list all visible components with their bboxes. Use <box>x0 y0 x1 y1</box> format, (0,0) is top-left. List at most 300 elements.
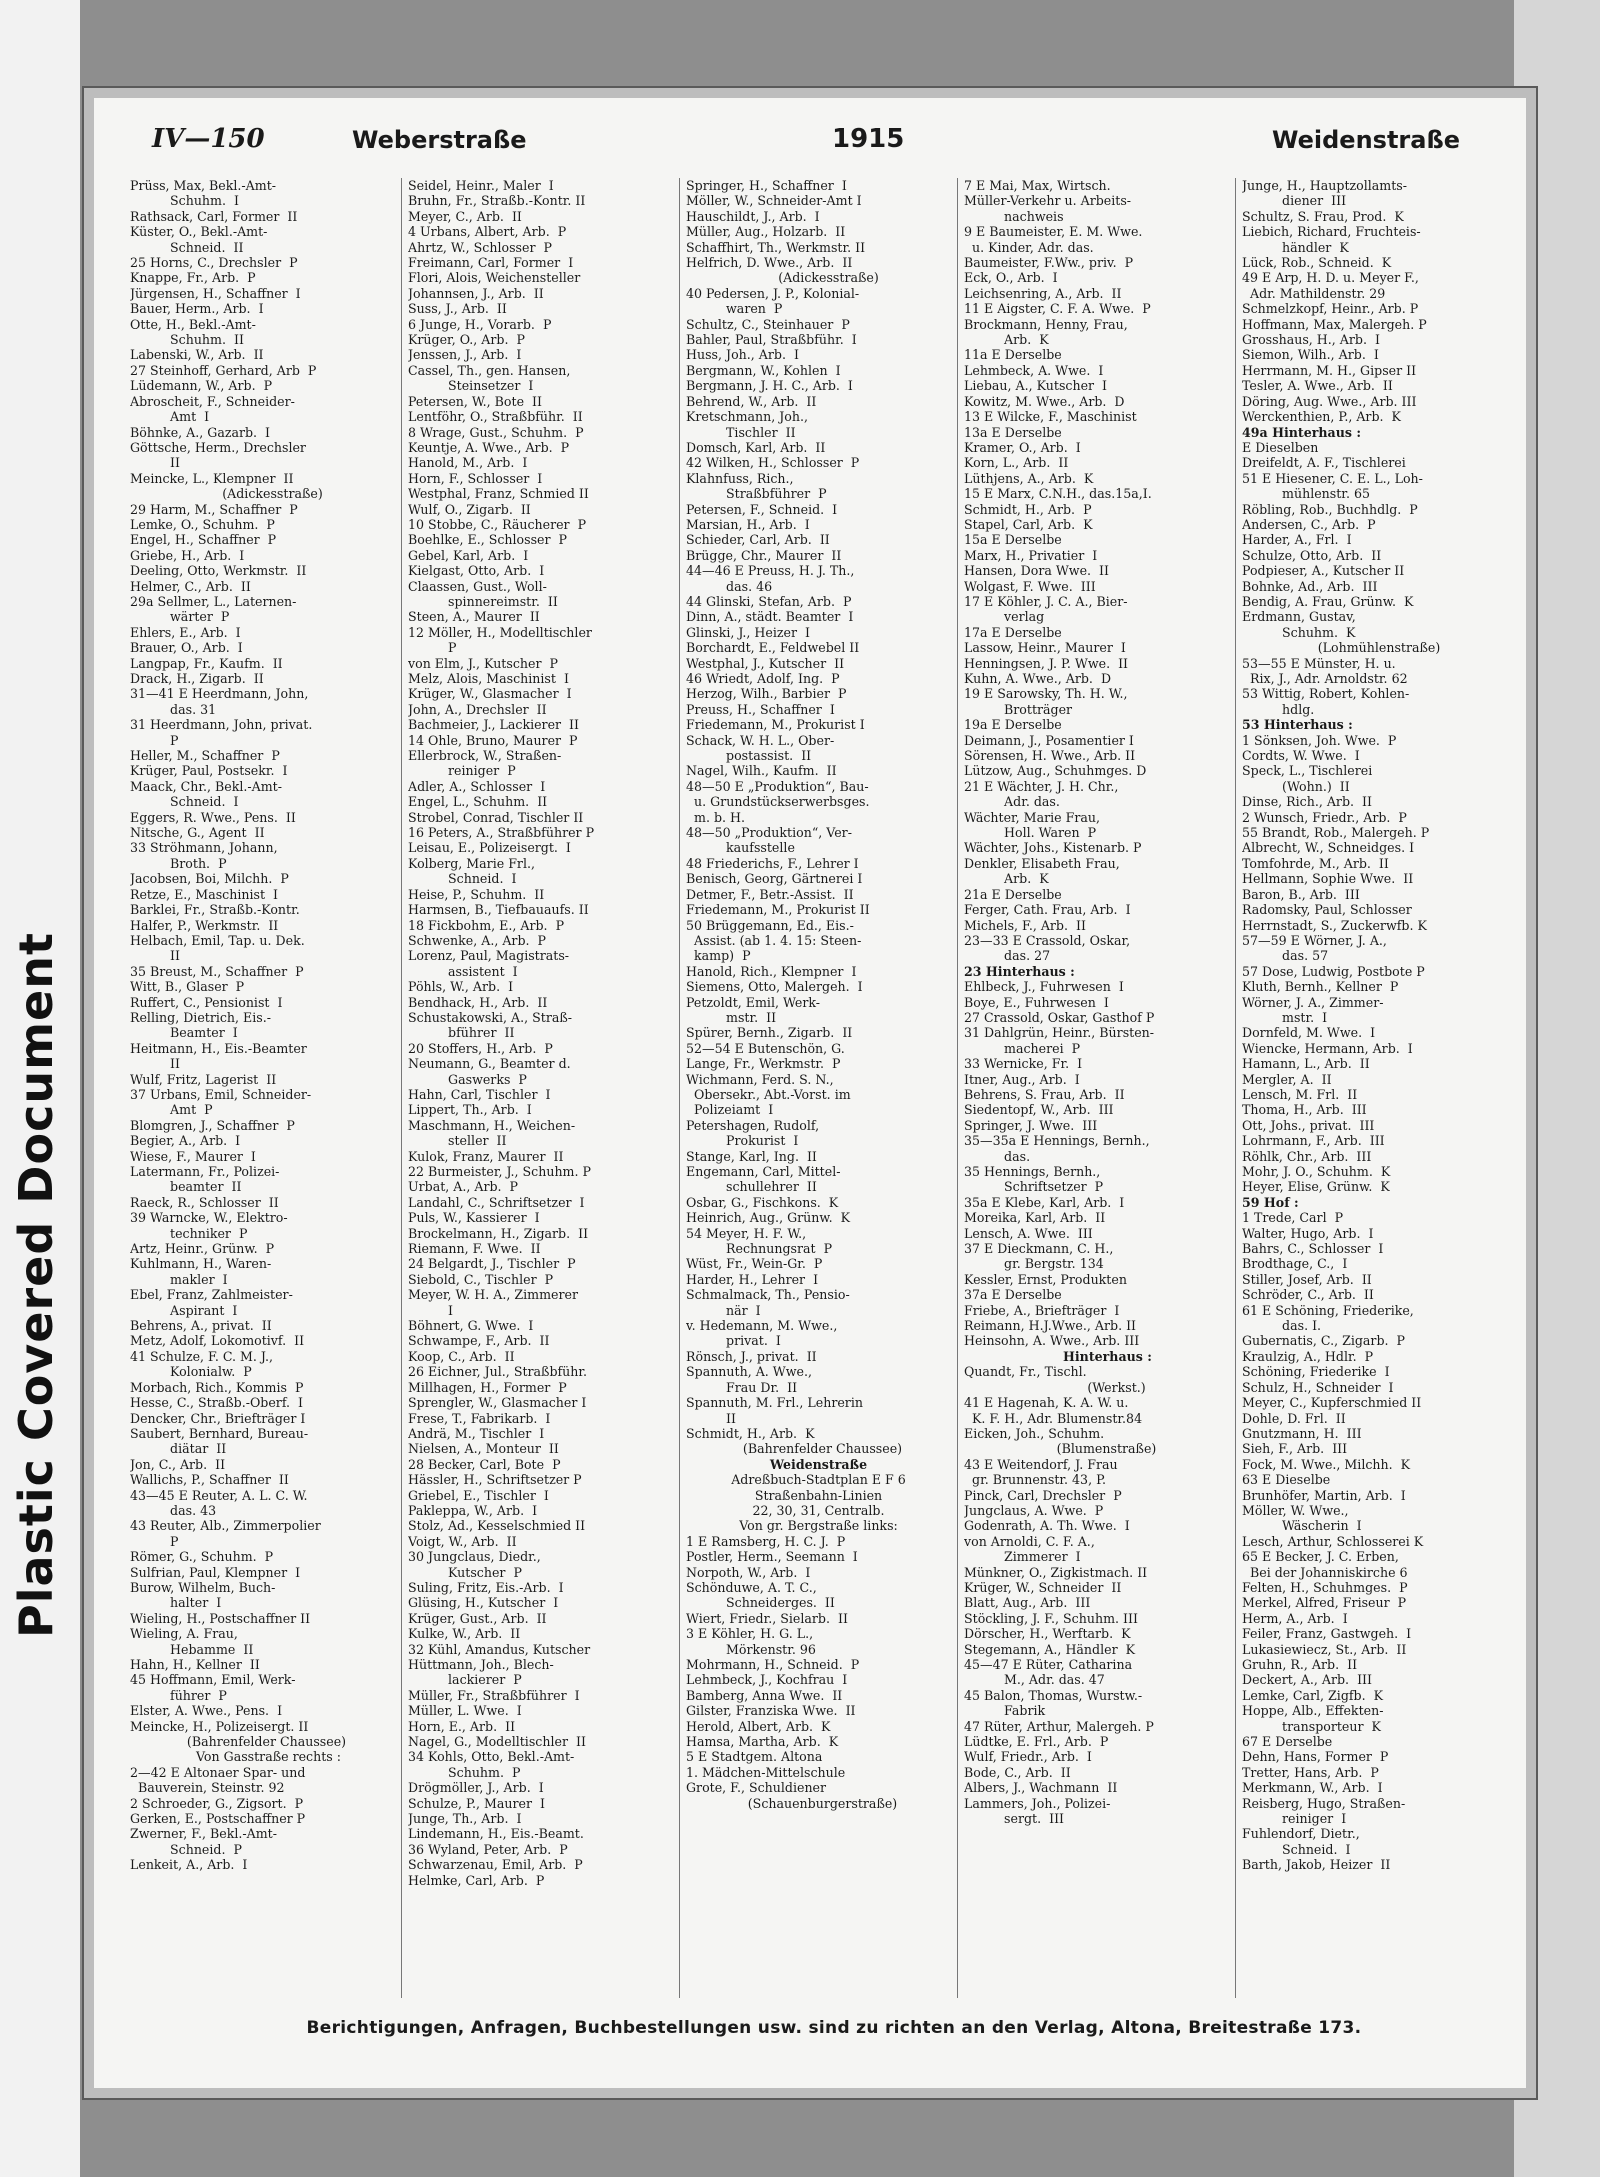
directory-entry: Schulze, Otto, Arb. II <box>1242 547 1382 563</box>
directory-entry: 14 Ohle, Bruno, Maurer P <box>408 732 578 748</box>
directory-entry: Engel, H., Schaffner P <box>130 532 277 548</box>
directory-entry: Straßenbahn-Linien <box>754 1487 883 1503</box>
directory-entry: Eicken, Joh., Schuhm. <box>964 1425 1105 1441</box>
directory-entry: v. Hedemann, M. Wwe., <box>686 1318 838 1334</box>
directory-entry: Glinski, J., Heizer I <box>686 624 810 640</box>
directory-entry: Walter, Hugo, Arb. I <box>1242 1225 1374 1241</box>
directory-entry: Wächter, Marie Frau, <box>964 809 1100 825</box>
directory-entry: Hahn, H., Kellner II <box>130 1657 260 1672</box>
directory-entry: Maschmann, H., Weichen- <box>408 1117 576 1133</box>
directory-entry: Osbar, G., Fischkons. K <box>686 1194 839 1210</box>
directory-entry: Brockelmann, H., Zigarb. II <box>408 1225 589 1241</box>
directory-entry: Möller, W., Schneider-Amt I <box>686 193 862 209</box>
directory-entry: Henningsen, J. P. Wwe. II <box>964 655 1129 671</box>
directory-entry: 1 Sönksen, Joh. Wwe. P <box>1242 732 1397 748</box>
directory-entry: gr. Brunnenstr. 43, P. <box>964 1472 1107 1488</box>
directory-entry: Felten, H., Schuhmges. P <box>1242 1579 1408 1595</box>
directory-entry: reiniger I <box>1242 1811 1347 1827</box>
directory-entry: Fuhlendorf, Dietr., <box>1242 1826 1360 1842</box>
directory-entry: diätar II <box>130 1441 227 1457</box>
directory-entry: Ebel, Franz, Zahlmeister- <box>130 1287 293 1303</box>
directory-entry: Helbach, Emil, Tap. u. Dek. <box>130 932 305 948</box>
directory-entry: Herold, Albert, Arb. K <box>686 1718 831 1734</box>
directory-entry: Böhnert, G. Wwe. I <box>408 1318 534 1334</box>
directory-entry: Hässler, H., Schriftsetzer P <box>408 1472 582 1488</box>
directory-entry: makler I <box>130 1271 228 1287</box>
directory-entry: Steen, A., Maurer II <box>408 609 540 625</box>
directory-entry: Lüdemann, W., Arb. P <box>130 378 273 394</box>
directory-entry: Brotträger <box>964 701 1073 717</box>
directory-entry: 15 E Marx, C.N.H., das.15a,I. <box>964 486 1152 502</box>
directory-columns <box>124 178 1514 1998</box>
directory-entry: 5 E Stadtgem. Altona <box>686 1749 823 1765</box>
directory-entry: 2 Wunsch, Friedr., Arb. P <box>1242 809 1407 825</box>
directory-entry: mstr. I <box>1242 1009 1328 1025</box>
directory-entry: Schriftsetzer P <box>964 1179 1104 1195</box>
directory-entry: Seidel, Heinr., Maler I <box>408 178 554 193</box>
directory-entry: Lentföhr, O., Straßbführ. II <box>408 409 583 425</box>
directory-entry: Hanold, M., Arb. I <box>408 455 528 471</box>
directory-entry: Engemann, Carl, Mittel- <box>686 1164 841 1179</box>
directory-entry: Freimann, Carl, Former I <box>408 255 574 271</box>
directory-entry: Bergmann, W., Kohlen I <box>686 362 841 378</box>
directory-entry: II <box>130 455 180 471</box>
directory-entry: Kulok, Franz, Maurer II <box>408 1148 564 1164</box>
directory-entry: kamp) P <box>686 948 751 964</box>
directory-entry: Heller, M., Schaffner P <box>130 748 280 764</box>
directory-entry: Hamsa, Martha, Arb. K <box>686 1734 839 1750</box>
directory-entry: Dörscher, H., Werftarb. K <box>964 1626 1131 1642</box>
directory-entry: Wieling, H., Postschaffner II <box>130 1610 311 1626</box>
directory-entry: Nitsche, G., Agent II <box>130 825 265 841</box>
directory-entry: Eggers, R. Wwe., Pens. II <box>130 809 296 825</box>
directory-entry: Deeling, Otto, Werkmstr. II <box>130 563 307 579</box>
directory-entry: 27 Crassold, Oskar, Gasthof P <box>964 1009 1155 1025</box>
directory-entry: kaufsstelle <box>686 840 795 856</box>
directory-entry: 46 Wriedt, Adolf, Ing. P <box>686 671 840 686</box>
directory-entry: Junge, H., Hauptzollamts- <box>1242 178 1408 193</box>
directory-entry: Müller, Aug., Holzarb. II <box>686 224 846 240</box>
directory-entry: Merkmann, W., Arb. I <box>1242 1780 1383 1796</box>
page-number: IV—150 <box>152 124 265 154</box>
directory-entry: 31 Heerdmann, John, privat. <box>130 717 313 733</box>
directory-entry: 12 Möller, H., Modelltischler <box>408 624 592 640</box>
directory-entry: halter I <box>130 1595 222 1611</box>
directory-entry: Eck, O., Arb. I <box>964 270 1058 286</box>
directory-entry: Brodthage, C., I <box>1242 1256 1348 1272</box>
directory-entry: Huss, Joh., Arb. I <box>686 347 799 363</box>
directory-entry: Pinck, Carl, Drechsler P <box>964 1487 1122 1503</box>
directory-entry: Latermann, Fr., Polizei- <box>130 1164 280 1179</box>
directory-entry: Meincke, H., Polizeisergt. II <box>130 1718 309 1734</box>
directory-entry: Zwerner, F., Bekl.-Amt- <box>130 1826 277 1842</box>
directory-entry: Gaswerks P <box>408 1071 527 1087</box>
directory-entry: beamter II <box>130 1179 242 1195</box>
directory-entry: Rix, J., Adr. Arnoldstr. 62 <box>1242 671 1408 686</box>
directory-entry: 2 Schroeder, G., Zigsort. P <box>130 1795 304 1811</box>
directory-entry: Wallichs, P., Schaffner II <box>130 1472 289 1488</box>
directory-entry: das. 43 <box>130 1502 217 1518</box>
directory-entry: Schulze, P., Maurer I <box>408 1795 545 1811</box>
directory-entry: Spannuth, M. Frl., Lehrerin <box>686 1395 863 1411</box>
directory-entry: Lammers, Joh., Polizei- <box>964 1795 1111 1811</box>
directory-entry: Domsch, Karl, Arb. II <box>686 439 826 455</box>
directory-entry: 49a Hinterhaus : <box>1242 424 1361 440</box>
directory-entry: Kretschmann, Joh., <box>686 409 808 425</box>
directory-entry: 16 Peters, A., Straßbführer P <box>408 825 595 841</box>
directory-entry: Schröder, C., Arb. II <box>1242 1287 1374 1303</box>
directory-entry: Petershagen, Rudolf, <box>686 1117 820 1133</box>
directory-entry: Raeck, R., Schlosser II <box>130 1194 279 1210</box>
directory-entry: Retze, E., Maschinist I <box>130 886 278 902</box>
directory-entry: 41 E Hagenah, K. A. W. u. <box>964 1395 1129 1411</box>
directory-entry: Prüss, Max, Bekl.-Amt- <box>130 178 277 193</box>
directory-entry: Friedemann, M., Prokurist I <box>686 717 865 733</box>
directory-entry: Schneid. I <box>408 871 517 887</box>
directory-entry: Sörensen, H. Wwe., Arb. II <box>964 748 1136 764</box>
directory-entry: Bode, C., Arb. II <box>964 1764 1071 1780</box>
directory-entry: Merkel, Alfred, Friseur P <box>1242 1595 1407 1611</box>
directory-entry: Melz, Alois, Maschinist I <box>408 671 569 686</box>
directory-entry: Leichsenring, A., Arb. II <box>964 285 1122 301</box>
directory-entry: Lenkeit, A., Arb. I <box>130 1857 248 1873</box>
directory-entry: Glüsing, H., Kutscher I <box>408 1595 559 1611</box>
directory-entry: von Elm, J., Kutscher P <box>408 655 558 671</box>
directory-entry: Münkner, O., Zigkistmach. II <box>964 1564 1148 1580</box>
directory-entry: 34 Kohls, Otto, Bekl.-Amt- <box>408 1749 575 1765</box>
directory-entry: Neumann, G., Beamter d. <box>408 1056 571 1072</box>
directory-entry: Ellerbrock, W., Straßen- <box>408 748 562 764</box>
directory-entry: (Werkst.) <box>1047 1379 1146 1395</box>
directory-entry: Schwampe, F., Arb. II <box>408 1333 550 1349</box>
directory-entry: 55 Brandt, Rob., Malergeh. P <box>1242 825 1430 841</box>
directory-entry: Schultz, S. Frau, Prod. K <box>1242 208 1404 224</box>
directory-entry: Cassel, Th., gen. Hansen, <box>408 362 571 378</box>
directory-entry: bführer II <box>408 1025 515 1041</box>
directory-entry: E Dieselben <box>1242 439 1319 455</box>
directory-entry: Schustakowski, A., Straß- <box>408 1009 573 1025</box>
directory-entry: Schneid. I <box>130 794 239 810</box>
directory-entry: Röhlk, Chr., Arb. III <box>1242 1148 1372 1164</box>
directory-entry: 57—59 E Wörner, J. A., <box>1242 932 1387 948</box>
directory-entry: Meincke, L., Klempner II <box>130 470 294 486</box>
directory-entry: das. 31 <box>130 701 217 717</box>
directory-entry: Behrens, A., privat. II <box>130 1318 272 1334</box>
directory-entry: Hauschildt, J., Arb. I <box>686 208 820 224</box>
directory-entry: 6 Junge, H., Vorarb. P <box>408 316 552 332</box>
directory-entry: Mohr, J. O., Schuhm. K <box>1242 1164 1391 1179</box>
directory-entry: hdlg. <box>1242 701 1315 717</box>
directory-entry: Schmidt, H., Arb. K <box>686 1425 815 1441</box>
directory-entry: 27 Steinhoff, Gerhard, Arb P <box>130 362 317 378</box>
directory-entry: Urbat, A., Arb. P <box>408 1179 519 1195</box>
directory-entry: Spürer, Bernh., Zigarb. II <box>686 1025 853 1041</box>
directory-entry: Engel, L., Schuhm. II <box>408 794 548 810</box>
directory-entry: 35 Hennings, Bernh., <box>964 1164 1101 1179</box>
directory-entry: Kessler, Ernst, Produkten <box>964 1271 1127 1287</box>
directory-entry: Prokurist I <box>686 1133 799 1149</box>
directory-entry: Hoppe, Alb., Effekten- <box>1242 1703 1384 1719</box>
directory-entry: Barth, Jakob, Heizer II <box>1242 1857 1391 1873</box>
directory-entry: Witt, B., Glaser P <box>130 979 245 995</box>
directory-entry: 63 E Dieselbe <box>1242 1472 1331 1488</box>
directory-entry: Hahn, Carl, Tischler I <box>408 1086 551 1102</box>
directory-entry: (Adickesstraße) <box>758 270 879 286</box>
directory-entry: Gerken, E., Postschaffner P <box>130 1811 306 1827</box>
directory-entry: 48—50 E „Produktion“, Bau- <box>686 778 869 794</box>
directory-entry: Helmer, C., Arb. II <box>130 578 251 594</box>
directory-entry: Arb. K <box>964 332 1049 348</box>
directory-entry: Helmke, Carl, Arb. P <box>408 1872 545 1888</box>
directory-entry: verlag <box>964 609 1045 625</box>
directory-entry: Bruhn, Fr., Straßb.-Kontr. II <box>408 193 586 209</box>
directory-entry: von Arnoldi, C. F. A., <box>964 1533 1095 1549</box>
directory-entry: Hinterhaus : <box>1041 1348 1152 1364</box>
directory-entry: Suling, Fritz, Eis.-Arb. I <box>408 1579 564 1595</box>
directory-entry: (Blumenstraße) <box>1036 1441 1157 1457</box>
directory-entry: Tischler II <box>686 424 796 440</box>
directory-entry: 31 Dahlgrün, Heinr., Bürsten- <box>964 1025 1155 1041</box>
directory-entry: Radomsky, Paul, Schlosser <box>1242 902 1412 918</box>
directory-entry: Heitmann, H., Eis.-Beamter <box>130 1040 307 1056</box>
directory-entry: das. I. <box>1242 1318 1322 1334</box>
directory-entry: assistent I <box>408 963 518 979</box>
directory-entry: Voigt, W., Arb. II <box>408 1533 517 1549</box>
directory-entry: 44 Glinski, Stefan, Arb. P <box>686 593 852 609</box>
directory-entry: 30 Jungclaus, Diedr., <box>408 1549 541 1565</box>
directory-entry: Göttsche, Herm., Drechsler <box>130 439 306 455</box>
directory-entry: (Bahrenfelder Chaussee) <box>178 1734 347 1750</box>
directory-entry: P <box>130 732 179 748</box>
directory-entry: Lorenz, Paul, Magistrats- <box>408 948 570 964</box>
directory-entry: Deimann, J., Posamentier I <box>964 732 1134 748</box>
directory-entry: Harmsen, B., Tiefbauaufs. II <box>408 902 589 918</box>
directory-entry: Schwarzenau, Emil, Arb. P <box>408 1857 583 1873</box>
directory-entry: Schaffhirt, Th., Werkmstr. II <box>686 239 866 255</box>
directory-entry: 44—46 E Preuss, H. J. Th., <box>686 563 855 579</box>
directory-entry: Straßbführer P <box>686 486 827 502</box>
directory-entry: das. 46 <box>686 578 773 594</box>
directory-entry: 45 Balon, Thomas, Wurstw.- <box>964 1687 1143 1703</box>
directory-entry: Schmalmack, Th., Pensio- <box>686 1287 850 1303</box>
directory-entry: 4 Urbans, Albert, Arb. P <box>408 224 567 240</box>
directory-entry: Petzoldt, Emil, Werk- <box>686 994 821 1010</box>
directory-entry: 10 Stobbe, C., Räucherer P <box>408 516 587 532</box>
directory-entry: Beamter I <box>130 1025 238 1041</box>
directory-entry: Broth. P <box>130 855 227 871</box>
directory-entry: Heise, P., Schuhm. II <box>408 886 545 902</box>
directory-entry: Springer, H., Schaffner I <box>686 178 847 193</box>
directory-entry: Hellmann, Sophie Wwe. II <box>1242 871 1414 887</box>
directory-entry: 21 E Wächter, J. H. Chr., <box>964 778 1119 794</box>
directory-entry: Schwenke, A., Arb. P <box>408 932 546 948</box>
directory-entry: Norpoth, W., Arb. I <box>686 1564 811 1580</box>
directory-entry: Albrecht, W., Schneidges. I <box>1242 840 1415 856</box>
directory-entry: 11 E Aigster, C. F. A. Wwe. P <box>964 301 1151 317</box>
directory-entry: 33 Wernicke, Fr. I <box>964 1056 1083 1072</box>
directory-entry: Werckenthien, P., Arb. K <box>1242 409 1401 425</box>
directory-entry: 37 E Dieckmann, C. H., <box>964 1241 1114 1257</box>
directory-entry: Stöckling, J. F., Schuhm. III <box>964 1610 1138 1626</box>
directory-entry: 1. Mädchen-Mittelschule <box>686 1764 846 1780</box>
directory-entry: Andrä, M., Tischler I <box>408 1425 545 1441</box>
directory-entry: Preuss, H., Schaffner I <box>686 701 835 717</box>
directory-entry: 22 Burmeister, J., Schuhm. P <box>408 1164 591 1179</box>
directory-entry: Wichmann, Ferd. S. N., <box>686 1071 834 1087</box>
directory-entry: Brunhöfer, Martin, Arb. I <box>1242 1487 1406 1503</box>
directory-entry: 59 Hof : <box>1242 1194 1299 1210</box>
directory-entry: Lassow, Heinr., Maurer I <box>964 640 1126 656</box>
directory-entry: Bendhack, H., Arb. II <box>408 994 548 1010</box>
directory-entry: Schneid. II <box>130 239 244 255</box>
directory-entry: 22, 30, 31, Centralb. <box>752 1502 885 1518</box>
directory-entry: Schneiderges. II <box>686 1595 835 1611</box>
directory-entry: 31—41 E Heerdmann, John, <box>130 686 309 702</box>
directory-entry: Cordts, W. Wwe. I <box>1242 748 1360 764</box>
directory-entry: Assist. (ab 1. 4. 15: Steen- <box>686 932 862 948</box>
directory-entry: Saubert, Bernhard, Bureau- <box>130 1425 309 1441</box>
directory-entry: Lensch, A. Wwe. III <box>964 1225 1093 1241</box>
directory-entry: Sieh, F., Arb. III <box>1242 1441 1348 1457</box>
directory-entry: Flori, Alois, Weichensteller <box>408 270 581 286</box>
directory-entry: Brockmann, Henny, Frau, <box>964 316 1128 332</box>
directory-entry: Horn, F., Schlosser I <box>408 470 543 486</box>
directory-entry: Schmidt, H., Arb. P <box>964 501 1092 517</box>
directory-entry: 9 E Baumeister, E. M. Wwe. <box>964 224 1143 240</box>
directory-entry: Bauverein, Steinstr. 92 <box>130 1780 285 1796</box>
directory-entry: wärter P <box>130 609 230 625</box>
directory-entry: Langpap, Fr., Kaufm. II <box>130 655 283 671</box>
directory-entry: I <box>408 1302 454 1318</box>
directory-entry: 65 E Becker, J. C. Erben, <box>1242 1549 1399 1565</box>
directory-entry: Pöhls, W., Arb. I <box>408 979 514 995</box>
directory-entry: Dornfeld, M. Wwe. I <box>1242 1025 1376 1041</box>
directory-entry: 19a E Derselbe <box>964 717 1062 733</box>
directory-entry: Harder, H., Lehrer I <box>686 1271 819 1287</box>
directory-entry: Schulz, H., Schneider I <box>1242 1379 1394 1395</box>
directory-entry: Erdmann, Gustav, <box>1242 609 1356 625</box>
directory-entry: Quandt, Fr., Tischl. <box>964 1364 1087 1380</box>
directory-entry: Reimann, H.J.Wwe., Arb. II <box>964 1318 1137 1334</box>
directory-entry: Schack, W. H. L., Ober- <box>686 732 835 748</box>
directory-entry: 13 E Wilcke, F., Maschinist <box>964 409 1137 425</box>
directory-entry: Otte, H., Bekl.-Amt- <box>130 316 256 332</box>
column-4 <box>958 178 1236 1998</box>
directory-entry: Puls, W., Kassierer I <box>408 1210 540 1226</box>
directory-entry: Gruhn, R., Arb. II <box>1242 1657 1358 1672</box>
directory-entry: Podpieser, A., Kutscher II <box>1242 563 1405 579</box>
directory-entry: när I <box>686 1302 761 1318</box>
directory-entry: 43 E Weitendorf, J. Frau <box>964 1456 1118 1472</box>
directory-entry: 54 Meyer, H. F. W., <box>686 1225 807 1241</box>
directory-entry: führer P <box>130 1687 227 1703</box>
directory-entry: Ott, Johs., privat. III <box>1242 1117 1375 1133</box>
directory-entry: Morbach, Rich., Kommis P <box>130 1379 304 1395</box>
directory-entry: 42 Wilken, H., Schlosser P <box>686 455 860 471</box>
directory-entry: Blatt, Aug., Arb. III <box>964 1595 1091 1611</box>
directory-entry: Mörkenstr. 96 <box>686 1641 816 1657</box>
directory-entry: spinnereimstr. II <box>408 593 558 609</box>
directory-entry: lackierer P <box>408 1672 522 1688</box>
directory-entry: Ruffert, C., Pensionist I <box>130 994 283 1010</box>
directory-entry: Krüger, Gust., Arb. II <box>408 1610 547 1626</box>
directory-entry: Ehlers, E., Arb. I <box>130 624 241 640</box>
directory-entry: Detmer, F., Betr.-Assist. II <box>686 886 854 902</box>
directory-entry: Jürgensen, H., Schaffner I <box>130 285 301 301</box>
directory-entry: Adr. das. <box>964 794 1060 810</box>
directory-entry: Meyer, C., Kupferschmied II <box>1242 1395 1422 1411</box>
directory-entry: Krüger, Paul, Postsekr. I <box>130 763 288 779</box>
directory-entry: 1 E Ramsberg, H. C. J. P <box>686 1533 846 1549</box>
column-5 <box>1236 178 1514 1998</box>
directory-entry: Lohrmann, F., Arb. III <box>1242 1133 1385 1149</box>
directory-entry: Petersen, F., Schneid. I <box>686 501 838 517</box>
directory-entry: Schneid. P <box>130 1841 242 1857</box>
directory-entry: Bahler, Paul, Straßbführ. I <box>686 332 857 348</box>
directory-page <box>82 86 1538 2100</box>
directory-entry: Deckert, A., Arb. III <box>1242 1672 1372 1688</box>
directory-entry: Thoma, H., Arb. III <box>1242 1102 1367 1118</box>
directory-entry: steller II <box>408 1133 507 1149</box>
directory-entry: Stiller, Josef, Arb. II <box>1242 1271 1372 1287</box>
directory-entry: Mohrmann, H., Schneid. P <box>686 1657 860 1672</box>
directory-entry: Friebe, A., Briefträger I <box>964 1302 1120 1318</box>
directory-entry: 37a E Derselbe <box>964 1287 1062 1303</box>
directory-entry: Petersen, W., Bote II <box>408 393 542 409</box>
directory-entry: Gebel, Karl, Arb. I <box>408 547 529 563</box>
directory-entry: Kulke, W., Arb. II <box>408 1626 521 1642</box>
directory-entry: Kolonialw. P <box>130 1364 252 1380</box>
directory-entry: u. Grundstückserwerbsges. <box>686 794 870 810</box>
directory-entry: macherei P <box>964 1040 1081 1056</box>
directory-entry: Andersen, C., Arb. P <box>1242 516 1376 532</box>
directory-entry: Hüttmann, Joh., Blech- <box>408 1657 554 1672</box>
directory-entry: Baumeister, F.Ww., priv. P <box>964 255 1134 271</box>
directory-entry: Speck, L., Tischlerei <box>1242 763 1373 779</box>
directory-entry: 67 E Derselbe <box>1242 1734 1333 1750</box>
directory-entry: Kutscher P <box>408 1564 522 1580</box>
directory-entry: Wieling, A. Frau, <box>130 1626 238 1642</box>
directory-entry: Behrens, S. Frau, Arb. II <box>964 1086 1125 1102</box>
directory-entry: Leisau, E., Polizeisergt. I <box>408 840 571 856</box>
directory-entry: Halfer, P., Werkmstr. II <box>130 917 279 933</box>
directory-entry: Strobel, Conrad, Tischler II <box>408 809 584 825</box>
directory-entry: sergt. III <box>964 1811 1065 1827</box>
directory-entry: 15a E Derselbe <box>964 532 1062 548</box>
directory-entry: 7 E Mai, Max, Wirtsch. <box>964 178 1111 193</box>
directory-entry: Fock, M. Wwe., Milchh. K <box>1242 1456 1411 1472</box>
directory-entry: Holl. Waren P <box>964 825 1097 841</box>
directory-entry: Johannsen, J., Arb. II <box>408 285 544 301</box>
directory-entry: das. <box>964 1148 1031 1164</box>
directory-entry: Millhagen, H., Former P <box>408 1379 567 1395</box>
directory-entry: Kramer, O., Arb. I <box>964 439 1081 455</box>
directory-entry: Krüger, W., Glasmacher I <box>408 686 572 702</box>
directory-entry: Bohnke, Ad., Arb. III <box>1242 578 1378 594</box>
directory-entry: Riemann, F. Wwe. II <box>408 1241 541 1257</box>
directory-entry: Gnutzmann, H. III <box>1242 1425 1362 1441</box>
directory-entry: 48—50 „Produktion“, Ver- <box>686 825 852 841</box>
directory-entry: Von Gasstraße rechts : <box>183 1749 341 1765</box>
directory-entry: Zimmerer I <box>964 1549 1081 1565</box>
directory-entry: Hamann, L., Arb. II <box>1242 1056 1370 1072</box>
directory-entry: Kowitz, M. Wwe., Arb. D <box>964 393 1125 409</box>
directory-entry: Siemon, Wilh., Arb. I <box>1242 347 1379 363</box>
directory-entry: Lensch, M. Frl. II <box>1242 1086 1358 1102</box>
directory-entry: Keuntje, A. Wwe., Arb. P <box>408 439 570 455</box>
directory-entry: 3 E Köhler, H. G. L., <box>686 1626 814 1642</box>
directory-entry: Schuhm. P <box>408 1764 521 1780</box>
